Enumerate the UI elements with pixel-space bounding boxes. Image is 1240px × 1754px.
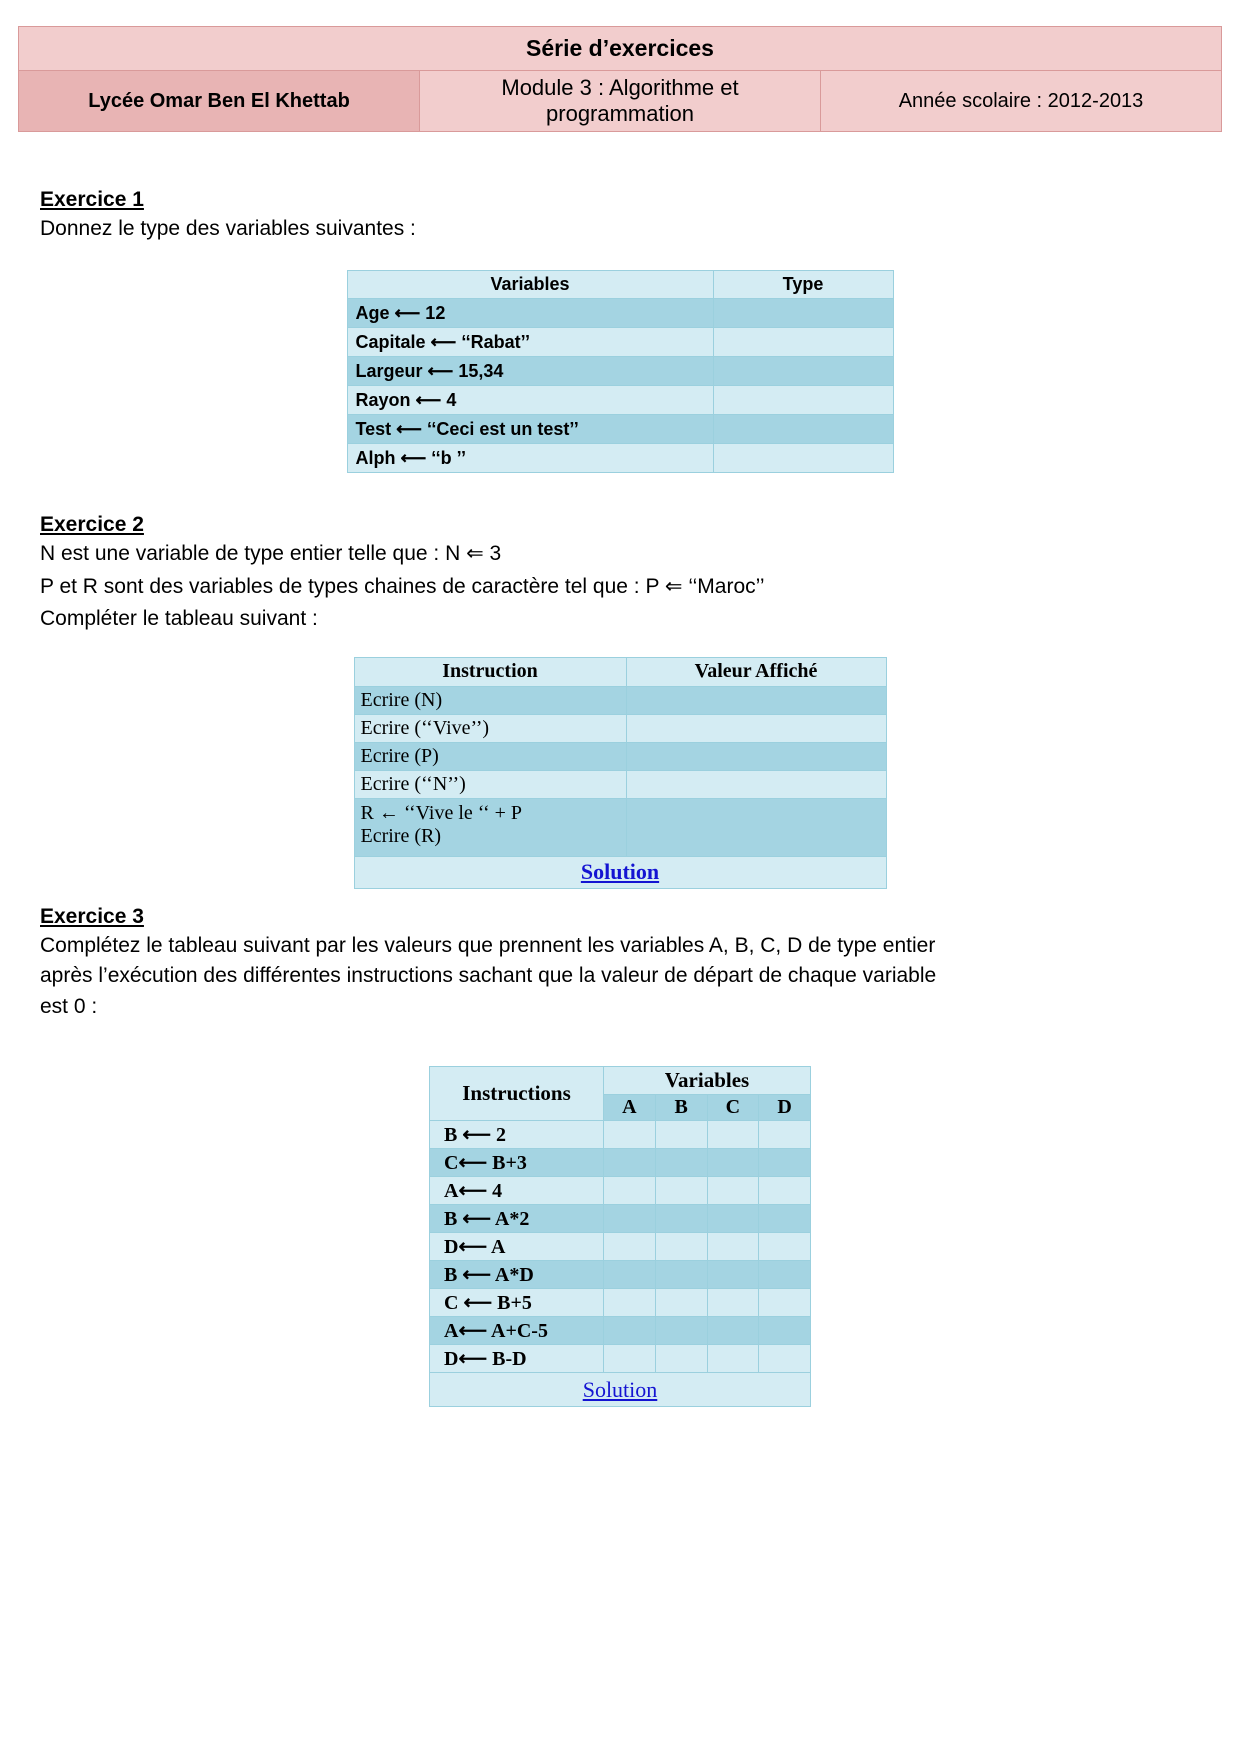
exercise-2-line-3: Compléter le tableau suivant :	[40, 607, 318, 631]
table-row	[347, 444, 893, 473]
cell-d-input[interactable]	[759, 1205, 811, 1233]
column-header-valeur-affiche: Valeur Affiché	[626, 657, 886, 686]
table-row	[430, 1261, 811, 1289]
table-row	[354, 798, 886, 856]
table-header-row	[354, 657, 886, 686]
table-row	[347, 299, 893, 328]
exercise-1-section	[40, 188, 1200, 473]
header-table	[18, 26, 1222, 132]
exercise-2-table	[354, 657, 887, 889]
cell-variable: Alph ⟵ ‘‘b ’’	[347, 444, 713, 473]
cell-d-input[interactable]	[759, 1177, 811, 1205]
cell-instruction-multiline	[354, 798, 626, 856]
cell-c-input[interactable]	[707, 1345, 759, 1373]
cell-d-input[interactable]	[759, 1233, 811, 1261]
cell-d-input[interactable]	[759, 1121, 811, 1149]
table-row	[430, 1205, 811, 1233]
column-header-variables: Variables	[604, 1067, 811, 1095]
cell-instruction: Ecrire (‘‘Vive’’)	[354, 714, 626, 742]
cell-a-input[interactable]	[604, 1261, 656, 1289]
cell-c-input[interactable]	[707, 1177, 759, 1205]
cell-variable: Test ⟵ ‘‘Ceci est un test’’	[347, 415, 713, 444]
cell-instruction: D⟵ A	[430, 1233, 604, 1261]
cell-value-input[interactable]	[626, 742, 886, 770]
cell-instruction: C ⟵ B+5	[430, 1289, 604, 1317]
cell-b-input[interactable]	[655, 1177, 707, 1205]
cell-instruction: Ecrire (N)	[354, 686, 626, 714]
exercise-2-title: Exercice 2	[40, 513, 144, 537]
table-row	[347, 386, 893, 415]
cell-a-input[interactable]	[604, 1205, 656, 1233]
table-row	[354, 686, 886, 714]
solution-cell[interactable]	[354, 856, 886, 888]
solution-row	[430, 1373, 811, 1407]
cell-instruction: B ⟵ A*2	[430, 1205, 604, 1233]
document-header	[0, 0, 1240, 132]
table-row	[354, 770, 886, 798]
table-row	[347, 415, 893, 444]
cell-instruction: B ⟵ A*D	[430, 1261, 604, 1289]
cell-d-input[interactable]	[759, 1149, 811, 1177]
cell-c-input[interactable]	[707, 1317, 759, 1345]
exercise-3-prompt: Complétez le tableau suivant par les valeurs que prennent les variables A, B, C, D de type entier après l’exécution des différentes instructions sachant que la valeur de départ de chaque variable est 0 :	[40, 933, 937, 1018]
cell-d-input[interactable]	[759, 1317, 811, 1345]
cell-a-input[interactable]	[604, 1317, 656, 1345]
cell-value-input[interactable]	[626, 770, 886, 798]
exercise-1-prompt: Donnez le type des variables suivantes :	[40, 217, 416, 240]
cell-c-input[interactable]	[707, 1261, 759, 1289]
cell-variable: Largeur ⟵ 15,34	[347, 357, 713, 386]
cell-type-input[interactable]	[713, 357, 893, 386]
table-row	[347, 328, 893, 357]
solution-row	[354, 856, 886, 888]
solution-cell[interactable]	[430, 1373, 811, 1407]
cell-a-input[interactable]	[604, 1121, 656, 1149]
solution-link[interactable]: Solution	[582, 1376, 658, 1402]
cell-d-input[interactable]	[759, 1289, 811, 1317]
table-row	[430, 1345, 811, 1373]
cell-a-input[interactable]	[604, 1233, 656, 1261]
column-header-instructions: Instructions	[430, 1067, 604, 1121]
cell-variable: Capitale ⟵ ‘‘Rabat’’	[347, 328, 713, 357]
table-row	[430, 1233, 811, 1261]
cell-b-input[interactable]	[655, 1289, 707, 1317]
exercise-3-section	[40, 905, 1200, 1407]
cell-b-input[interactable]	[655, 1233, 707, 1261]
column-header-variables: Variables	[347, 271, 713, 299]
cell-instruction: A⟵ A+C-5	[430, 1317, 604, 1345]
cell-type-input[interactable]	[713, 328, 893, 357]
cell-instruction-line-2: Ecrire (R)	[360, 824, 442, 847]
column-header-d: D	[759, 1095, 811, 1121]
cell-c-input[interactable]	[707, 1289, 759, 1317]
module-name: Module 3 : Algorithme et programmation	[420, 71, 821, 132]
table-row	[430, 1149, 811, 1177]
cell-b-input[interactable]	[655, 1205, 707, 1233]
cell-variable: Age ⟵ 12	[347, 299, 713, 328]
cell-type-input[interactable]	[713, 386, 893, 415]
column-header-a: A	[604, 1095, 656, 1121]
table-row	[354, 714, 886, 742]
cell-variable: Rayon ⟵ 4	[347, 386, 713, 415]
exercise-3-title: Exercice 3	[40, 904, 144, 928]
cell-type-input[interactable]	[713, 299, 893, 328]
column-header-b: B	[655, 1095, 707, 1121]
cell-c-input[interactable]	[707, 1205, 759, 1233]
cell-instruction: A⟵ 4	[430, 1177, 604, 1205]
cell-a-input[interactable]	[604, 1345, 656, 1373]
column-header-instruction: Instruction	[354, 657, 626, 686]
cell-d-input[interactable]	[759, 1261, 811, 1289]
cell-b-input[interactable]	[655, 1345, 707, 1373]
table-row	[347, 357, 893, 386]
cell-value-input[interactable]	[626, 714, 886, 742]
cell-a-input[interactable]	[604, 1177, 656, 1205]
cell-b-input[interactable]	[655, 1121, 707, 1149]
school-year: Année scolaire : 2012-2013	[821, 71, 1222, 132]
table-row	[430, 1177, 811, 1205]
table-row	[430, 1121, 811, 1149]
column-header-type: Type	[713, 271, 893, 299]
table-row	[430, 1289, 811, 1317]
cell-a-input[interactable]	[604, 1149, 656, 1177]
cell-instruction: Ecrire (‘‘N’’)	[354, 770, 626, 798]
cell-value-input[interactable]	[626, 686, 886, 714]
cell-type-input[interactable]	[713, 444, 893, 473]
header-title-row	[19, 27, 1222, 71]
cell-instruction: C⟵ B+3	[430, 1149, 604, 1177]
cell-c-input[interactable]	[707, 1233, 759, 1261]
cell-instruction: B ⟵ 2	[430, 1121, 604, 1149]
cell-d-input[interactable]	[759, 1345, 811, 1373]
exercise-1-title: Exercice 1	[40, 188, 144, 211]
cell-b-input[interactable]	[655, 1317, 707, 1345]
exercise-3-table	[429, 1066, 811, 1407]
exercise-2-line-1: N est une variable de type entier telle que : N ⇐ 3	[40, 542, 502, 566]
cell-value-input[interactable]	[626, 798, 886, 856]
column-header-c: C	[707, 1095, 759, 1121]
cell-instruction: Ecrire (P)	[354, 742, 626, 770]
header-info-row	[19, 71, 1222, 132]
solution-link[interactable]: Solution	[580, 859, 660, 885]
cell-instruction-line-1: R ← ‘‘Vive le ‘‘ + P	[360, 801, 523, 824]
document-title: Série d’exercices	[19, 27, 1222, 71]
cell-c-input[interactable]	[707, 1121, 759, 1149]
cell-a-input[interactable]	[604, 1289, 656, 1317]
table-row	[430, 1317, 811, 1345]
exercise-1-table	[347, 270, 894, 473]
table-header-row-top	[430, 1067, 811, 1095]
table-row	[354, 742, 886, 770]
document-body	[0, 132, 1240, 1407]
cell-instruction: D⟵ B-D	[430, 1345, 604, 1373]
cell-b-input[interactable]	[655, 1149, 707, 1177]
cell-c-input[interactable]	[707, 1149, 759, 1177]
school-name: Lycée Omar Ben El Khettab	[19, 71, 420, 132]
exercise-2-section	[40, 513, 1200, 888]
table-header-row	[347, 271, 893, 299]
cell-b-input[interactable]	[655, 1261, 707, 1289]
exercise-2-line-2: P et R sont des variables de types chaines de caractère tel que : P ⇐ ‘‘Maroc’’	[40, 574, 765, 598]
cell-type-input[interactable]	[713, 415, 893, 444]
